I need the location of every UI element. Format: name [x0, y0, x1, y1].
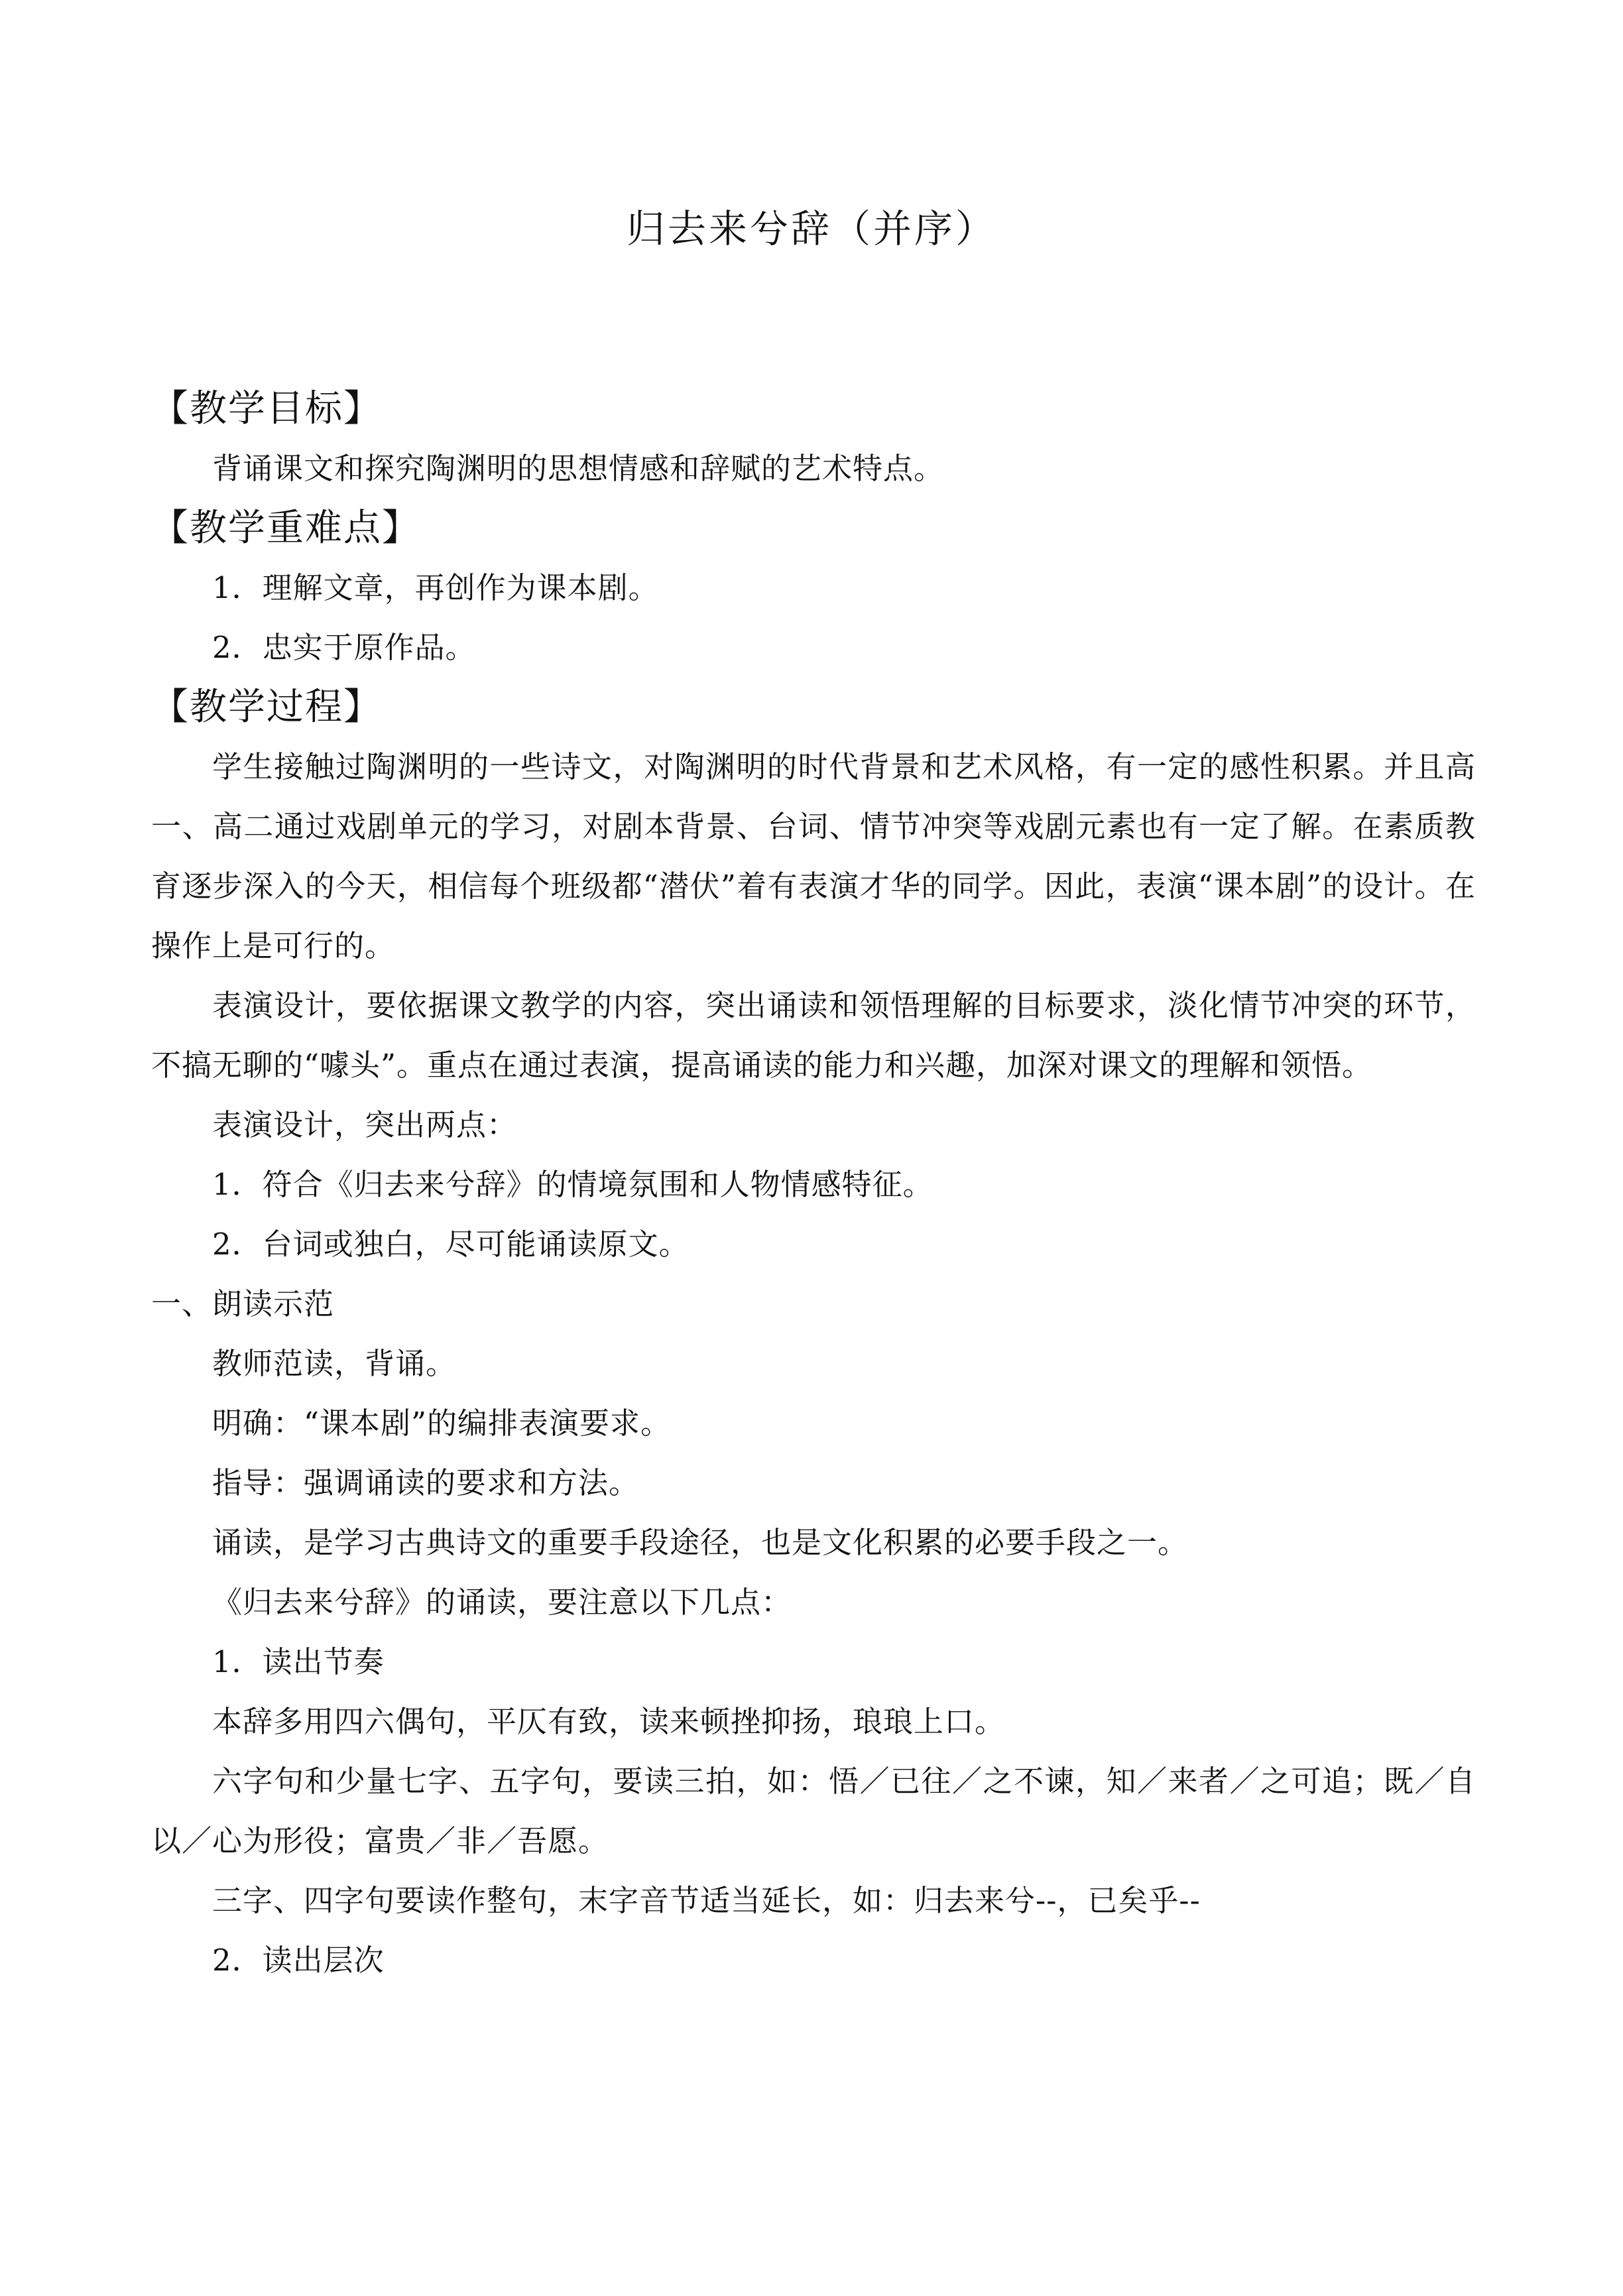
goal-text: 背诵课文和探究陶渊明的思想情感和辞赋的艺术特点。: [212, 451, 945, 486]
reading-paragraph: 六字句和少量七字、五字句，要读三拍，如：悟／已往／之不谏，知／来者／之可追；既／自以／心为形役；富贵／非／吾愿。: [151, 1764, 1476, 1858]
difficulty-item: 2．忠实于原作品。: [212, 630, 476, 665]
reading-paragraph: 诵读，是学习古典诗文的重要手段途径，也是文化积累的必要手段之一。: [212, 1525, 1189, 1560]
process-paragraph: 表演设计，要依据课文教学的内容，突出诵读和领悟理解的目标要求，淡化情节冲突的环节，不搞无聊的“噱头”。重点在通过表演，提高诵读的能力和兴趣，加深对课文的理解和领悟。: [151, 988, 1476, 1083]
section-heading-difficulty: 【教学重难点】: [151, 507, 420, 550]
reading-paragraph: 1．读出节奏: [212, 1644, 385, 1679]
difficulty-item: 1．理解文章，再创作为课本剧。: [212, 570, 659, 605]
section-heading-goal: 【教学目标】: [151, 387, 382, 430]
process-paragraph: 表演设计，突出两点：: [212, 1107, 518, 1142]
reading-paragraph: 指导：强调诵读的要求和方法。: [212, 1465, 640, 1500]
reading-paragraph: 本辞多用四六偶句，平仄有致，读来顿挫抑扬，琅琅上口。: [212, 1704, 1006, 1739]
reading-paragraph: 教师范读，背诵。: [212, 1346, 457, 1381]
part-title-reading-demo: 一、朗读示范: [151, 1286, 335, 1321]
process-paragraph: 2．台词或独白，尽可能诵读原文。: [212, 1227, 690, 1262]
reading-paragraph: 三字、四字句要读作整句，末字音节适当延长，如：归去来兮--，已矣乎--: [212, 1883, 1201, 1918]
reading-paragraph: 《归去来兮辞》的诵读，要注意以下几点：: [212, 1585, 792, 1620]
section-heading-process: 【教学过程】: [151, 686, 382, 729]
reading-paragraph: 2．读出层次: [212, 1943, 385, 1978]
document-body: [151, 379, 1476, 1990]
reading-paragraph: 明确：“课本剧”的编排表演要求。: [212, 1406, 672, 1441]
process-paragraph: 学生接触过陶渊明的一些诗文，对陶渊明的时代背景和艺术风格，有一定的感性积累。并且高一、高二通过戏剧单元的学习，对剧本背景、台词、情节冲突等戏剧元素也有一定了解。在素质教育逐步深入的今天，相信每个班级都“潜伏”着有表演才华的同学。因此，表演“课本剧”的设计。在操作上是可行的。: [151, 749, 1476, 963]
document-title: 归去来兮辞（并序）: [626, 206, 996, 251]
process-paragraph: 1．符合《归去来兮辞》的情境氛围和人物情感特征。: [212, 1167, 933, 1202]
